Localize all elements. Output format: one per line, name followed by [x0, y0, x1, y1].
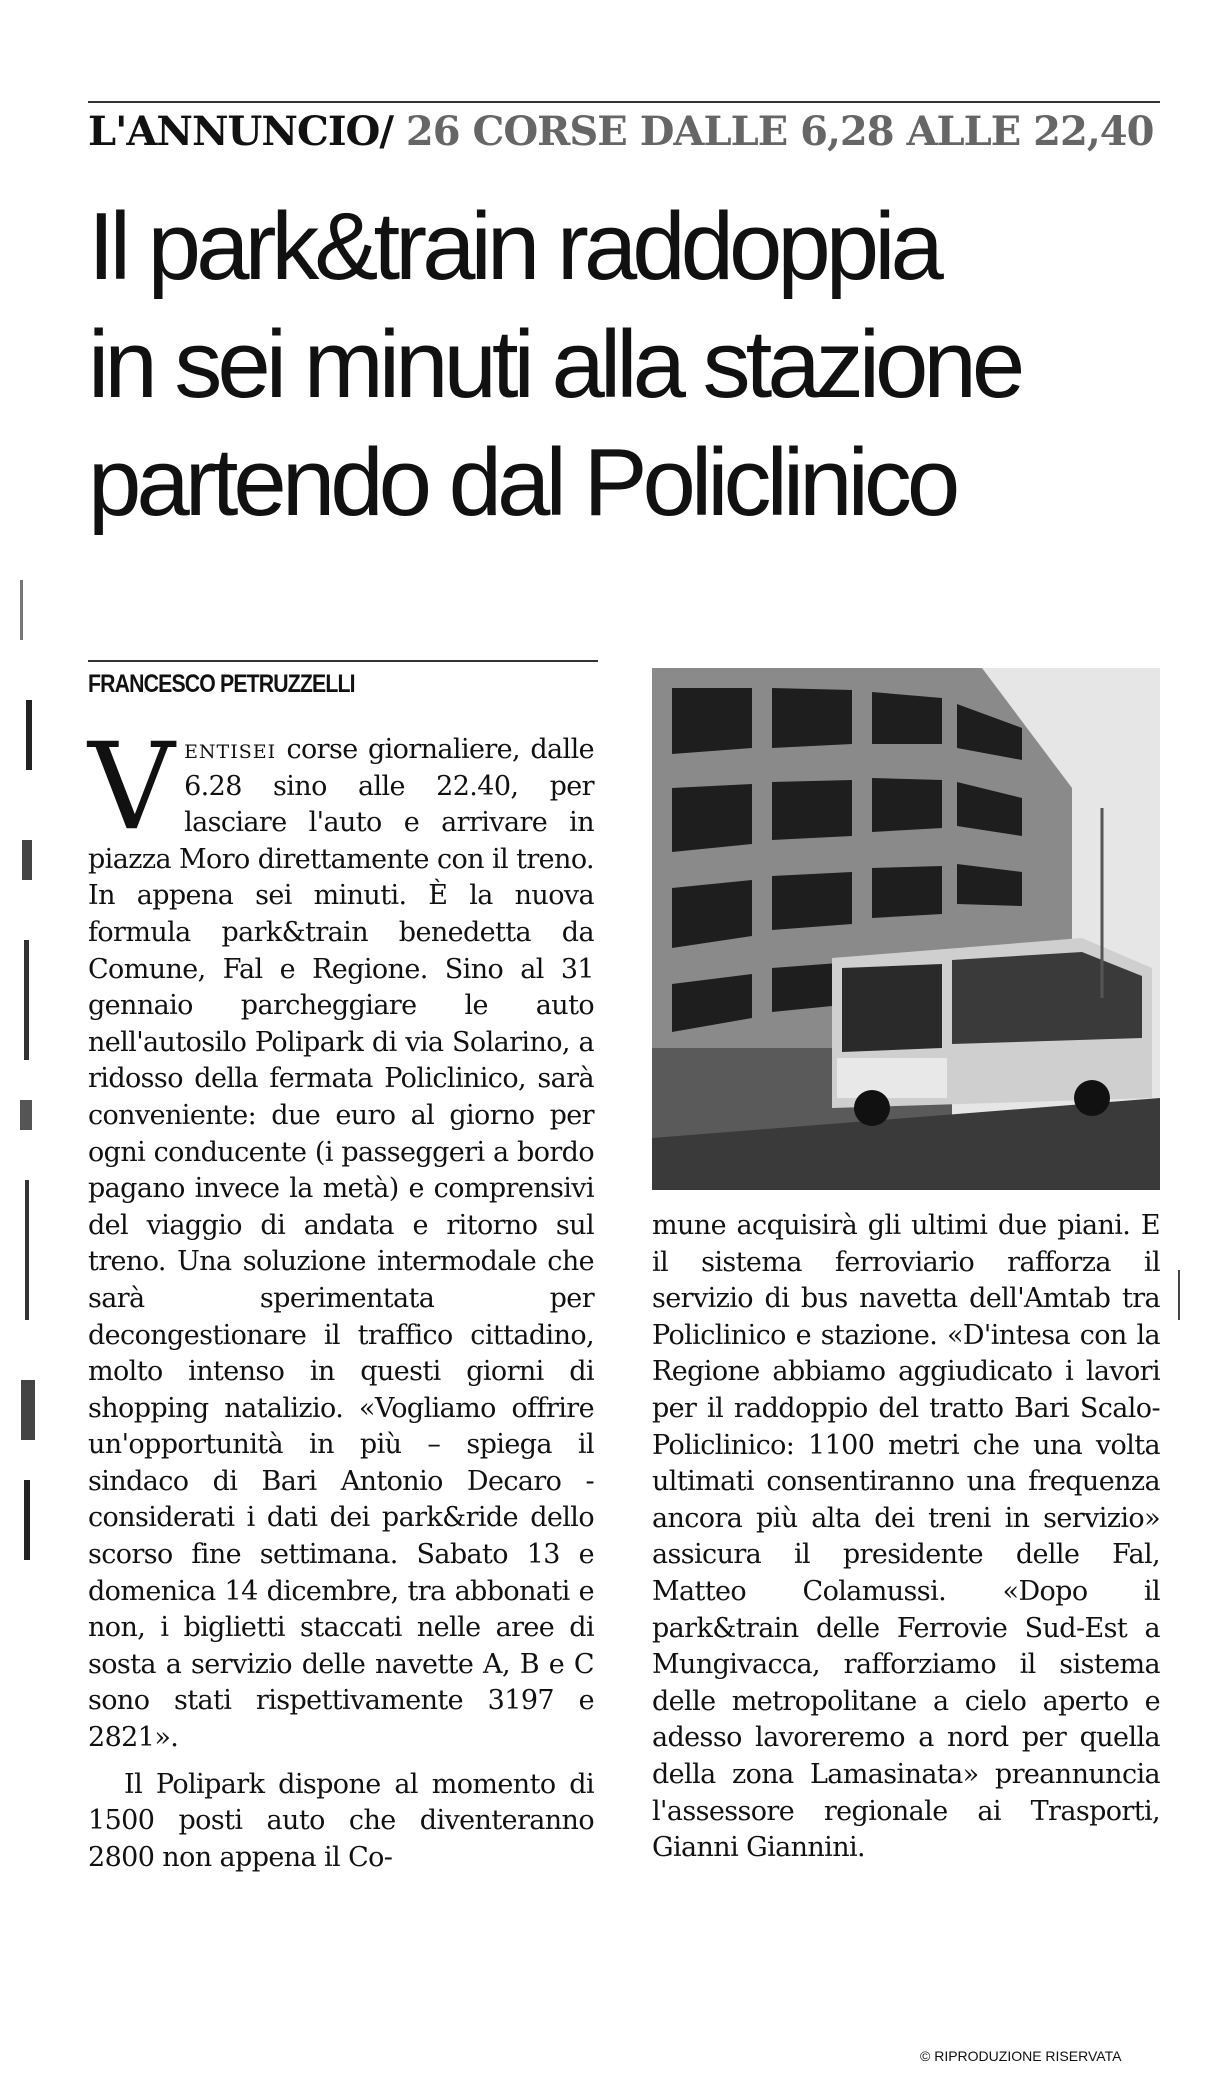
kicker-section: L'ANNUNCIO/	[88, 108, 393, 155]
headline	[88, 188, 1168, 542]
byline: FRANCESCO PETRUZZELLI	[88, 670, 355, 698]
article-column-left	[88, 718, 594, 1876]
paragraph-2-continued-text: E il sistema ferroviario rafforza il servizio di bus navetta dell'Amtab tra Policlinico e stazione. «D'intesa con la Regione abbiamo aggiudicato i lavori per il raddoppio del tratto Bari Scalo-Policlinico: 1100 metri che una volta ultimati consentiranno una frequenza ancora più alta dei treni in servizio» assicura il presidente delle Fal, Matteo Colamussi. «Dopo il park&train delle Ferrovie Sud-Est a Mungivacca, rafforziamo il sistema delle metropolitane a cielo aperto e adesso lavoreremo a nord per quella della zona Lamasinata» preannuncia l'assessore regionale ai Trasporti, Gianni Giannini.	[652, 1210, 1160, 1864]
dropcap: V	[88, 718, 175, 857]
headline-line-1: Il park&train raddoppia	[88, 193, 939, 300]
paragraph-1	[88, 718, 594, 1757]
paragraph-2-start: Il Polipark dispone al momento di 1500 posti auto che diventeranno 2800 non appena il Co-	[88, 1768, 594, 1873]
scan-mark	[1178, 1270, 1180, 1320]
headline-line-2: in sei minuti alla stazione	[88, 311, 1021, 418]
scan-edge-artifact	[18, 580, 40, 1580]
kicker	[88, 108, 1154, 155]
paragraph-2-continued	[652, 1208, 1160, 1867]
copyright-notice: © RIPRODUZIONE RISERVATA	[920, 2048, 1122, 2064]
byline-rule	[88, 660, 598, 662]
headline-line-3: partendo dal Policlinico	[88, 429, 956, 536]
paragraph-1-text: corse giornaliere, dalle 6.28 sino alle 22.40, per lasciare l'auto e arrivare in piazza Moro direttamente con il treno. In appena sei minuti. È la nuova formula park&train benedetta da Comune, Fal e Regione. Sino al 31 gennaio parcheggiare le auto nell'autosilo Polipark di via Solarino, a ridosso della fermata Policlinico, sarà conveniente: due euro al giorno per ogni conducente (i passeggeri a bordo pagano invece la metà) e comprensivi del viaggio di andata e ritorno sul treno. Una soluzione intermodale che sarà sperimentata per decongestionare il traffico cittadino, molto intenso in questi giorni di shopping natalizio. «Vogliamo offrire un'opportunità in più – spiega il sindaco di Bari Antonio Decaro - considerati i dati dei park&ride dello scorso fine settimana. Sabato 13 e domenica 14 dicembre, tra abbonati e non, i biglietti staccati nelle aree di sosta a servizio delle navette A, B e C sono stati rispettivamente 3197 e 2821».	[88, 734, 594, 1754]
article-column-right	[652, 1208, 1160, 1867]
kicker-detail: 26 CORSE DALLE 6,28 ALLE 22,40	[392, 108, 1154, 155]
paragraph-2-continued-first: mune acquisirà gli ultimi due piani.	[652, 1210, 1131, 1241]
bus-illustration	[832, 938, 1152, 1126]
kicker-rule	[88, 101, 1160, 103]
article-photo	[652, 668, 1160, 1190]
lead-smallcaps: entisei	[184, 734, 277, 765]
